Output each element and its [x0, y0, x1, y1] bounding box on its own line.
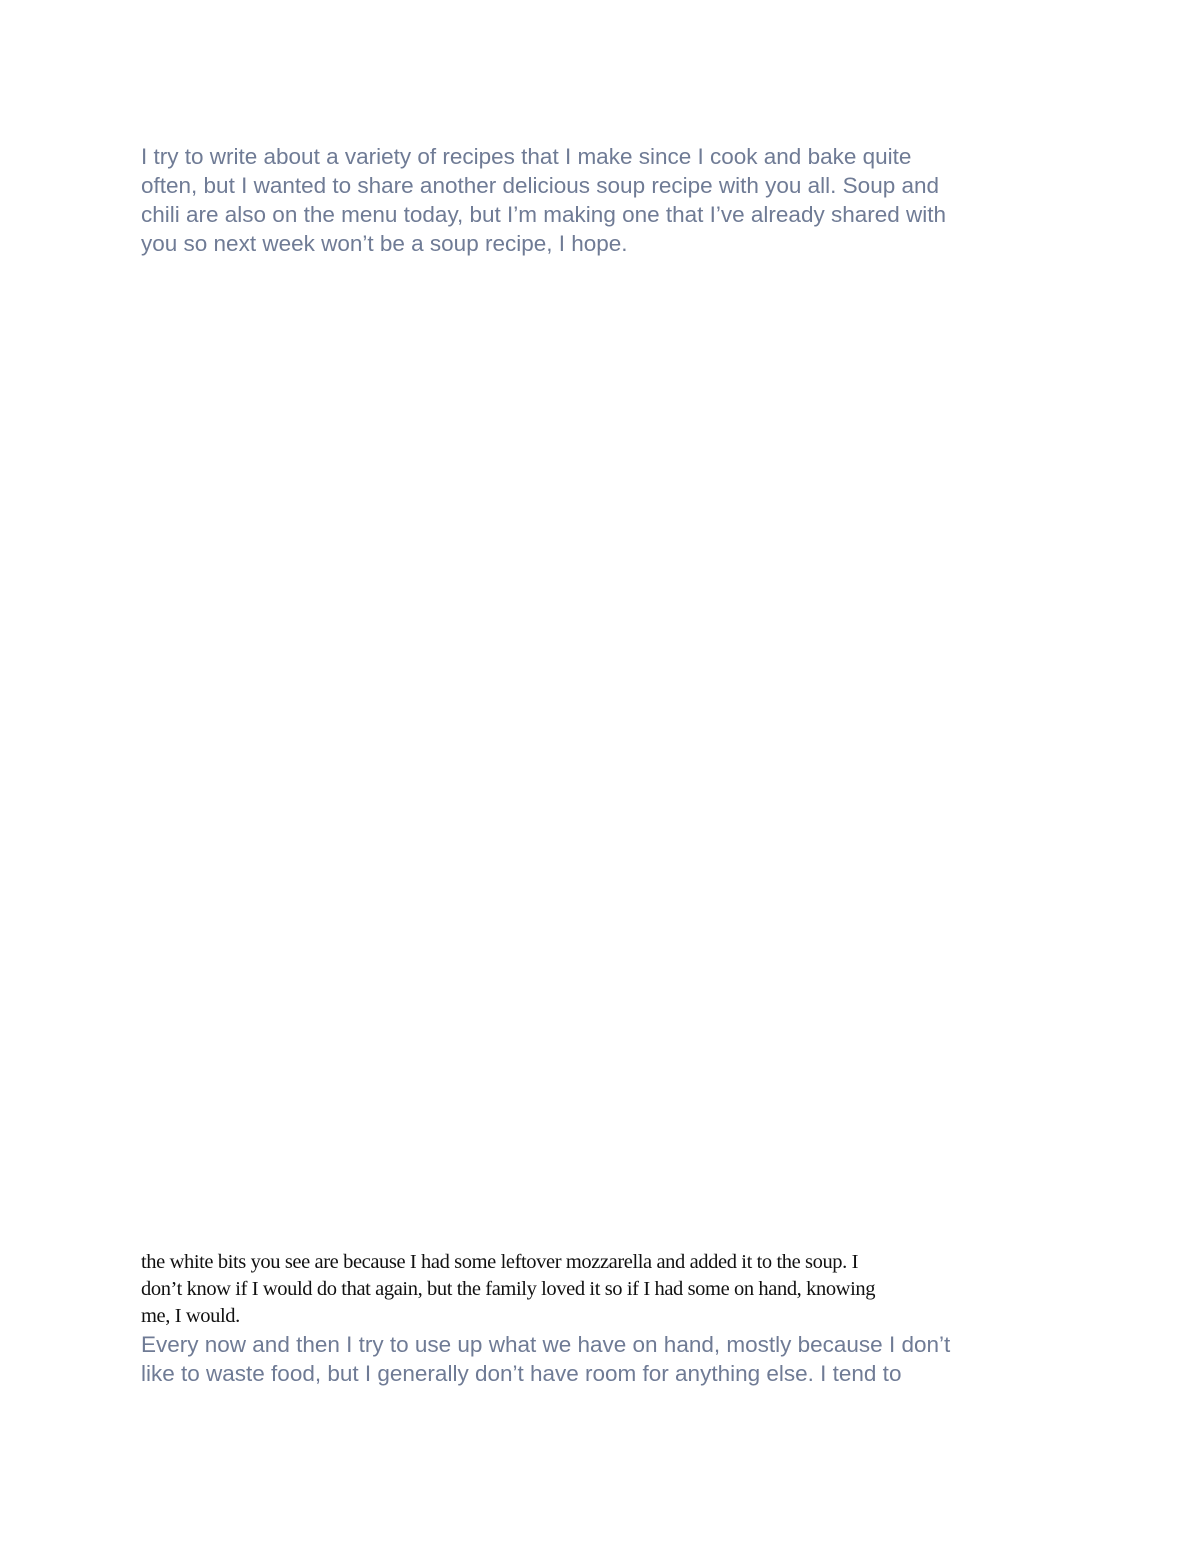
paragraph-line: the white bits you see are because I had some leftover mozzarella and added it to the soup. I [141, 1251, 859, 1273]
intro-paragraph [141, 142, 1066, 258]
paragraph-line: me, I would. [141, 1305, 240, 1327]
paragraph-line: you so next week won’t be a soup recipe, I hope. [141, 231, 628, 256]
paragraph-line: I try to write about a variety of recipes that I make since I cook and bake quite [141, 144, 912, 169]
body-paragraph [141, 1249, 1066, 1330]
paragraph-line: don’t know if I would do that again, but the family loved it so if I had some on hand, knowing [141, 1278, 876, 1300]
paragraph-line: Every now and then I try to use up what we have on hand, mostly because I don’t [141, 1332, 951, 1357]
closing-paragraph [141, 1330, 1066, 1388]
paragraph-line: chili are also on the menu today, but I’m making one that I’ve already shared with [141, 202, 947, 227]
paragraph-line: like to waste food, but I generally don’t have room for anything else. I tend to [141, 1361, 902, 1386]
paragraph-line: often, but I wanted to share another delicious soup recipe with you all. Soup and [141, 173, 940, 198]
